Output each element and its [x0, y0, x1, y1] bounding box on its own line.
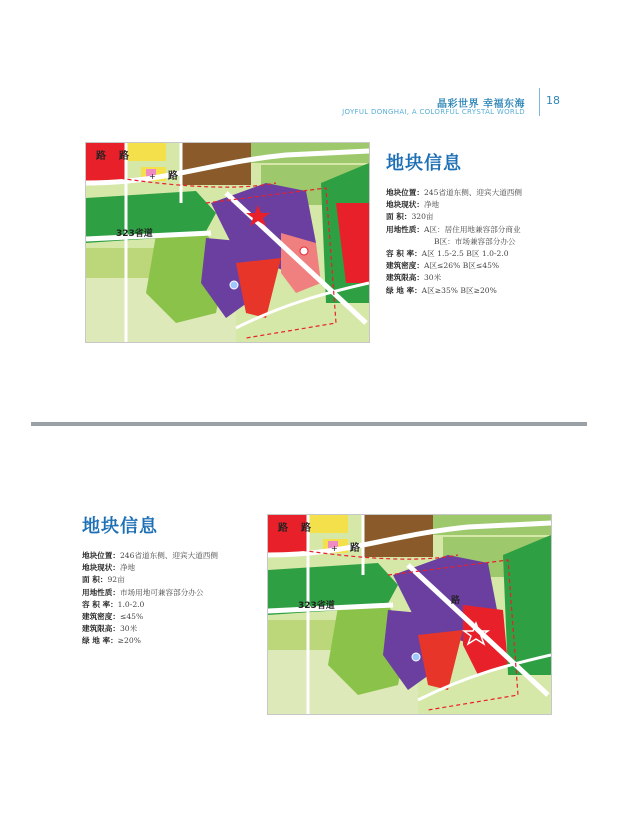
header-title-en: JOYFUL DONGHAI, A COLORFUL CRYSTAL WORLD [342, 108, 525, 116]
block2-location-value: 246省道东侧、迎宾大道西侧 [119, 551, 218, 560]
map2-road-label-2: 路 [301, 523, 311, 534]
block1-height-label: 建筑限高： [386, 273, 424, 283]
block1-status-label: 地块现状： [386, 200, 424, 210]
block1-heading: 地块信息 [386, 153, 462, 174]
plot-info-block-1 [386, 149, 586, 297]
map1-road-label-3: 路 [168, 171, 178, 182]
block1-use-label: 用地性质： [386, 224, 424, 234]
block1-green-value: A区≥35% B区≥20% [421, 285, 497, 295]
block1-density-value: A区≤26% B区≤45% [423, 261, 500, 271]
plot-info-block-2 [82, 512, 282, 648]
block1-height-value: 30米 [423, 273, 442, 283]
block1-location-value: 245省道东侧、迎宾大道西侧 [423, 188, 522, 197]
map2-road-label-4: 路 [451, 596, 461, 606]
block2-area-value: 92亩 [107, 575, 125, 585]
section-divider [31, 422, 587, 426]
block2-density-label: 建筑密度： [82, 612, 120, 622]
block1-area-label: 面 积： [386, 212, 412, 222]
block1-area-value: 320亩 [411, 212, 434, 222]
block1-density-label: 建筑密度： [386, 261, 424, 271]
block1-far-label: 容 积 率： [386, 249, 422, 259]
block2-density-value: ≤45% [119, 612, 144, 622]
block2-use-label: 用地性质： [82, 587, 120, 597]
block2-far-label: 容 积 率： [82, 599, 118, 609]
block2-height-label: 建筑限高： [82, 624, 120, 634]
map1-provincial-road-label: 323省道 [116, 229, 153, 239]
block2-area-label: 面 积： [82, 575, 108, 585]
map2-plus-sign: + [331, 544, 338, 553]
block2-far-value: 1.0-2.0 [117, 599, 145, 609]
plot-map-1-graphic [86, 143, 369, 342]
header-divider [539, 88, 540, 116]
header-title-cn: 晶彩世界 幸福东海 [437, 99, 525, 110]
block2-status-value: 净地 [119, 563, 136, 573]
block2-location-label: 地块位置： [82, 551, 120, 560]
block1-use-value-1: A区：居住用地兼容部分商业 [423, 224, 521, 234]
map1-road-label-1: 路 [96, 151, 106, 162]
map1-road-label-2: 路 [119, 151, 129, 162]
block2-use-value: 市场用地可兼容部分办公 [119, 587, 204, 597]
plot-map-2 [267, 514, 552, 715]
map2-road-label-1: 路 [278, 523, 288, 534]
page-header [342, 88, 580, 118]
block2-height-value: 30米 [119, 624, 138, 634]
block1-green-label: 绿 地 率： [386, 285, 422, 295]
block1-location-label: 地块位置： [386, 188, 424, 197]
block2-green-value: ≥20% [117, 636, 141, 646]
plot-map-1 [85, 142, 370, 343]
block2-status-label: 地块现状： [82, 563, 120, 573]
plot-map-2-graphic [268, 515, 551, 714]
map2-road-label-3: 路 [350, 543, 360, 554]
map1-plus-sign: + [149, 172, 156, 181]
block1-far-value: A区 1.5-2.5 B区 1.0-2.0 [421, 249, 509, 259]
block1-use-value-2: B区：市场兼容部分办公 [434, 236, 516, 246]
block2-heading: 地块信息 [82, 516, 158, 537]
map2-provincial-road-label: 323省道 [298, 601, 335, 611]
page-number: 18 [546, 94, 560, 107]
block2-green-label: 绿 地 率： [82, 636, 118, 646]
block1-status-value: 净地 [423, 200, 440, 210]
